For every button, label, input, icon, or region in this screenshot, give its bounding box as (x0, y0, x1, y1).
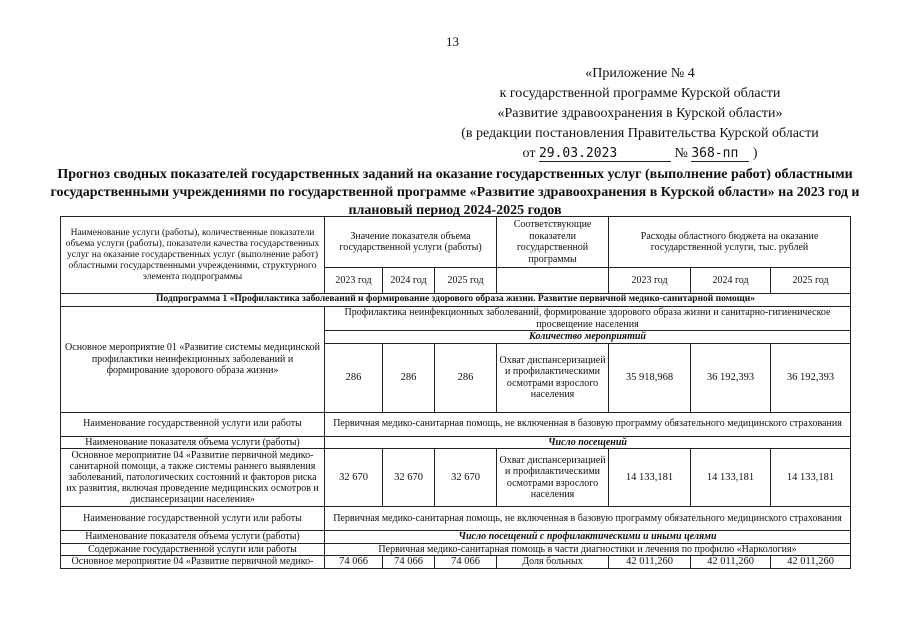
block2-event: Основное мероприятие 04 «Развитие первичной медико-санитарной помощи, а также системы раннего выявления заболеваний, патологических состояний и факторов риска их развития, включая проведение медицинских осмотров и диспансеризации населения» (61, 449, 325, 507)
service-name-label: Наименование государственной услуги или работы (61, 412, 325, 436)
page-number: 13 (446, 34, 459, 49)
header-row-1 (61, 217, 851, 268)
service-name-value: Первичная медико-санитарная помощь, не включенная в базовую программу обязательного медицинского страхования (325, 412, 851, 436)
indicator-name-row-2 (61, 531, 851, 544)
header-expense-group: Расходы областного бюджета на оказание государственной услуги, тыс. рублей (609, 217, 851, 268)
block2-expense-2025: 14 133,181 (771, 449, 851, 507)
resolution-date: 29.03.2023 (539, 147, 671, 162)
appendix-date-line (420, 144, 860, 164)
number-prefix: № (674, 146, 688, 161)
header-value-2024: 2024 год (383, 268, 435, 294)
header-expense-2024: 2024 год (691, 268, 771, 294)
block1-indicator: Количество мероприятий (325, 331, 851, 344)
indicator-name-label-2: Наименование показателя объема услуги (работы) (61, 531, 325, 544)
service-name-row (61, 412, 851, 436)
content-label: Содержание государственной услуги или работы (61, 543, 325, 556)
block1-value-2023: 286 (325, 343, 383, 412)
block3-program-indicator: Доля больных (497, 556, 609, 569)
header-name: Наименование услуги (работы), количественные показатели объема услуги (работы), показатели качества государственных услуг на оказание государственных услуг (выполнение работ) областными государственными учреждениями, структурного элемента подпрограммы (61, 217, 325, 294)
header-value-2023: 2023 год (325, 268, 383, 294)
subprogram-row (61, 294, 851, 307)
header-expense-2025: 2025 год (771, 268, 851, 294)
service-name-value-2: Первичная медико-санитарная помощь, не включенная в базовую программу обязательного медицинского страхования (325, 507, 851, 531)
appendix-line-3: «Развитие здравоохранения в Курской области» (497, 106, 783, 121)
block1-service-row (61, 307, 851, 331)
block3-value-2023: 74 066 (325, 556, 383, 569)
block3-row (61, 556, 851, 569)
indicator-name-row (61, 436, 851, 449)
indicator-name-label: Наименование показателя объема услуги (работы) (61, 436, 325, 449)
from-prefix: от (522, 146, 536, 161)
indicator-name-value-2: Число посещений с профилактическими и иными целями (325, 531, 851, 544)
block3-event: Основное мероприятие 04 «Развитие первичной медико- (61, 556, 325, 569)
appendix-line-4: (в редакции постановления Правительства Курской области (461, 126, 819, 141)
closing-paren: ) (752, 146, 758, 161)
block1-expense-2023: 35 918,968 (609, 343, 691, 412)
block3-expense-2023: 42 011,260 (609, 556, 691, 569)
content-row (61, 543, 851, 556)
block1-value-2025: 286 (435, 343, 497, 412)
header-value-2025: 2025 год (435, 268, 497, 294)
block1-value-2024: 286 (383, 343, 435, 412)
block3-expense-2025: 42 011,260 (771, 556, 851, 569)
indicators-table (60, 216, 851, 569)
block2-row (61, 449, 851, 507)
block2-value-2023: 32 670 (325, 449, 383, 507)
block1-expense-2025: 36 192,393 (771, 343, 851, 412)
header-expense-2023: 2023 год (609, 268, 691, 294)
block2-expense-2024: 14 133,181 (691, 449, 771, 507)
document-title: Прогноз сводных показателей государственных заданий на оказание государственных услуг (выполнение работ) областными государственными учреждениями по государственной программе «Развитие здравоохранения в Курской области» на 2023 год и плановый период 2024-2025 годов (50, 167, 860, 218)
appendix-line-2: к государственной программе Курской области (499, 86, 781, 101)
header-program-empty (497, 268, 609, 294)
appendix-line-1: «Приложение № 4 (585, 66, 695, 81)
service-name-label-2: Наименование государственной услуги или работы (61, 507, 325, 531)
indicator-name-value: Число посещений (325, 436, 851, 449)
appendix-header (420, 64, 860, 164)
block2-program-indicator: Охват диспансеризацией и профилактическими осмотрами взрослого населения (497, 449, 609, 507)
block3-value-2024: 74 066 (383, 556, 435, 569)
subprogram-title: Подпрограмма 1 «Профилактика заболеваний и формирование здорового образа жизни. Развитие первичной медико-санитарной помощи» (61, 294, 851, 307)
block1-program-indicator: Охват диспансеризацией и профилактическими осмотрами взрослого населения (497, 343, 609, 412)
block2-value-2025: 32 670 (435, 449, 497, 507)
block2-value-2024: 32 670 (383, 449, 435, 507)
block1-event: Основное мероприятие 01 «Развитие системы медицинской профилактики неинфекционных заболеваний и формирование здорового образа жизни» (61, 307, 325, 413)
header-program-indicators: Соответствующие показатели государственной программы (497, 217, 609, 268)
block2-expense-2023: 14 133,181 (609, 449, 691, 507)
header-value-group: Значение показателя объема государственной услуги (работы) (325, 217, 497, 268)
block3-expense-2024: 42 011,260 (691, 556, 771, 569)
block1-expense-2024: 36 192,393 (691, 343, 771, 412)
block3-value-2025: 74 066 (435, 556, 497, 569)
content-value: Первичная медико-санитарная помощь в части диагностики и лечения по профилю «Наркология» (325, 543, 851, 556)
block1-service: Профилактика неинфекционных заболеваний, формирование здорового образа жизни и санитарно-гигиеническое просвещение населения (325, 307, 851, 331)
resolution-number: 368-пп (691, 147, 749, 162)
service-name-row-2 (61, 507, 851, 531)
